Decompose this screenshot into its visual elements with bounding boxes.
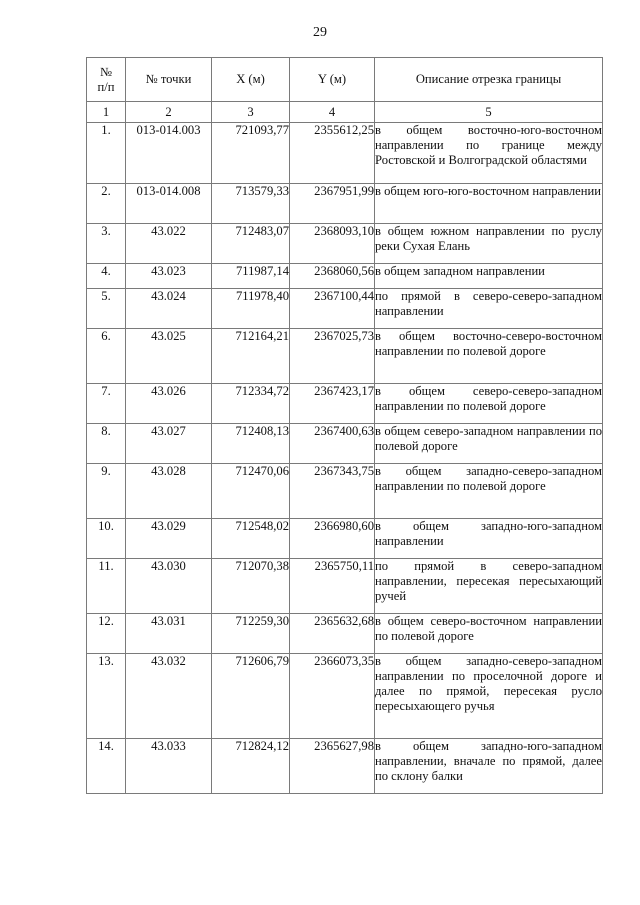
point-id: 43.033 [126,739,212,794]
segment-description: в общем западно-северо-западном направлении по полевой дороге [375,464,603,519]
x-coordinate: 712483,07 [212,224,290,264]
row-number: 13. [87,654,126,739]
x-coordinate: 712548,02 [212,519,290,559]
table-row [87,224,603,264]
table-row [87,464,603,519]
point-id: 43.031 [126,614,212,654]
row-number: 10. [87,519,126,559]
column-index: 1 [87,102,126,123]
x-coordinate: 712408,13 [212,424,290,464]
y-coordinate: 2367423,17 [290,384,375,424]
table-row [87,184,603,224]
x-coordinate: 712070,38 [212,559,290,614]
column-index: 4 [290,102,375,123]
segment-description: в общем северо-западном направлении по полевой дороге [375,424,603,464]
row-number: 12. [87,614,126,654]
table-row [87,559,603,614]
x-coordinate: 712334,72 [212,384,290,424]
table-body [87,123,603,794]
row-number: 5. [87,289,126,329]
y-coordinate: 2368093,10 [290,224,375,264]
row-number: 1. [87,123,126,184]
point-id: 43.024 [126,289,212,329]
y-coordinate: 2367025,73 [290,329,375,384]
table-row [87,654,603,739]
y-coordinate: 2365750,11 [290,559,375,614]
point-id: 43.027 [126,424,212,464]
header-x: X (м) [212,58,290,102]
y-coordinate: 2365627,98 [290,739,375,794]
y-coordinate: 2367951,99 [290,184,375,224]
row-number: 3. [87,224,126,264]
y-coordinate: 2365632,68 [290,614,375,654]
y-coordinate: 2367343,75 [290,464,375,519]
y-coordinate: 2366073,35 [290,654,375,739]
y-coordinate: 2368060,56 [290,264,375,289]
table-row [87,123,603,184]
point-id: 013-014.008 [126,184,212,224]
x-coordinate: 712470,06 [212,464,290,519]
segment-description: в общем северо-северо-западном направлении по полевой дороге [375,384,603,424]
segment-description: по прямой в северо-северо-западном направлении [375,289,603,329]
segment-description: по прямой в северо-западном направлении, пересекая пересыхающий ручей [375,559,603,614]
table-row [87,614,603,654]
header-desc: Описание отрезка границы [375,58,603,102]
segment-description: в общем восточно-северо-восточном направлении по полевой дороге [375,329,603,384]
table-row [87,264,603,289]
y-coordinate: 2367100,44 [290,289,375,329]
header-num-line2: п/п [97,79,115,94]
point-id: 43.022 [126,224,212,264]
point-id: 43.023 [126,264,212,289]
x-coordinate: 721093,77 [212,123,290,184]
table-row [87,424,603,464]
segment-description: в общем юго-юго-восточном направлении [375,184,603,224]
x-coordinate: 712824,12 [212,739,290,794]
segment-description: в общем южном направлении по руслу реки Сухая Елань [375,224,603,264]
segment-description: в общем западно-северо-западном направлении по проселочной дороге и далее по прямой, пересекая русло пересыхающего ручья [375,654,603,739]
row-number: 9. [87,464,126,519]
y-coordinate: 2367400,63 [290,424,375,464]
segment-description: в общем западном направлении [375,264,603,289]
header-y: Y (м) [290,58,375,102]
column-index: 2 [126,102,212,123]
row-number: 4. [87,264,126,289]
segment-description: в общем северо-восточном направлении по полевой дороге [375,614,603,654]
y-coordinate: 2355612,25 [290,123,375,184]
point-id: 43.029 [126,519,212,559]
point-id: 43.025 [126,329,212,384]
row-number: 11. [87,559,126,614]
row-number: 2. [87,184,126,224]
point-id: 43.028 [126,464,212,519]
segment-description: в общем восточно-юго-восточном направлении по границе между Ростовской и Волгоградской областями [375,123,603,184]
point-id: 43.026 [126,384,212,424]
header-num-line1: № [99,64,113,79]
table-row [87,384,603,424]
x-coordinate: 712259,30 [212,614,290,654]
row-number: 7. [87,384,126,424]
table-row [87,329,603,384]
column-index: 5 [375,102,603,123]
header-num [87,58,126,102]
x-coordinate: 711978,40 [212,289,290,329]
x-coordinate: 712164,21 [212,329,290,384]
x-coordinate: 713579,33 [212,184,290,224]
page-number: 29 [313,25,327,40]
x-coordinate: 711987,14 [212,264,290,289]
point-id: 013-014.003 [126,123,212,184]
table-header-row [87,58,603,102]
row-number: 8. [87,424,126,464]
header-point: № точки [126,58,212,102]
x-coordinate: 712606,79 [212,654,290,739]
row-number: 14. [87,739,126,794]
column-index: 3 [212,102,290,123]
table-row [87,739,603,794]
boundary-table [86,57,603,794]
y-coordinate: 2366980,60 [290,519,375,559]
segment-description: в общем западно-юго-западном направлении, вначале по прямой, далее по склону балки [375,739,603,794]
row-number: 6. [87,329,126,384]
segment-description: в общем западно-юго-западном направлении [375,519,603,559]
table-row [87,289,603,329]
table-row [87,519,603,559]
column-index-row [87,102,603,123]
point-id: 43.030 [126,559,212,614]
point-id: 43.032 [126,654,212,739]
